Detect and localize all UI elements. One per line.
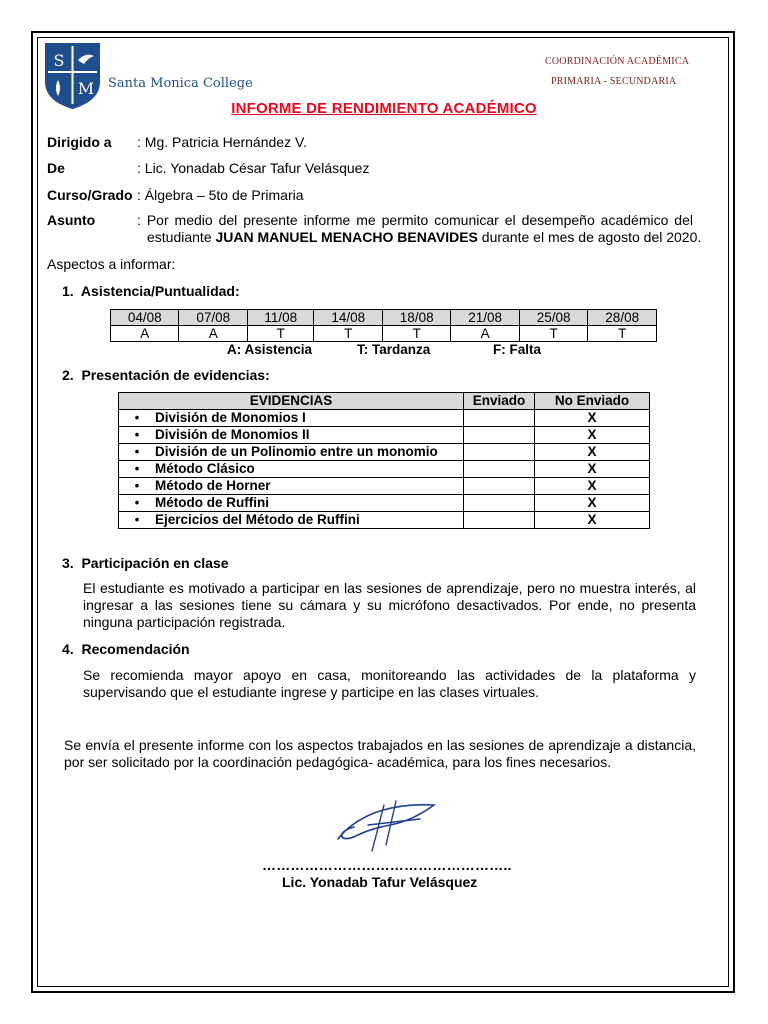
dirigido-value: : Mg. Patricia Hernández V. [137,134,307,150]
no-enviado-header: No Enviado [535,393,650,410]
attendance-date: 25/08 [519,310,587,326]
enviado-header: Enviado [464,393,535,410]
table-row: • Método de Horner X [119,478,650,495]
attendance-dates-row [111,310,657,326]
coord-line2: PRIMARIA - SECUNDARIA [551,76,677,87]
coord-line1: COORDINACIÓN ACADÉMICA [545,56,690,67]
legend-falta: F: Falta [493,342,542,357]
curso-label: Curso/Grado [47,187,133,203]
section2-title: 2. Presentación de evidencias: [62,367,270,383]
curso-value: : Álgebra – 5to de Primaria [137,187,304,203]
attendance-date: 21/08 [451,310,519,326]
table-row: • Ejercicios del Método de Ruffini X [119,512,650,529]
attendance-date: 14/08 [314,310,382,326]
legend-asistencia: A: Asistencia [227,342,313,357]
attendance-mark: T [247,326,314,342]
attendance-mark: T [314,326,382,342]
closing-text: Se envía el presente informe con los aspectos trabajados en las sesiones de aprendizaje a distancia, por ser solicitado por la coordinación pedagógica- académica, para los fines necesarios. [64,737,696,770]
asunto-label: Asunto [47,212,96,228]
legend-tardanza: T: Tardanza [357,342,431,357]
student-name: JUAN MANUEL MENACHO BENAVIDES [215,229,478,245]
de-label: De [47,160,65,176]
section4-title: 4. Recomendación [62,641,190,657]
asunto-line1: : Por medio del presente informe me permito comunicar el desempeño académico del [137,212,693,228]
table-row: • Método Clásico X [119,461,650,478]
dirigido-label: Dirigido a [47,134,112,150]
college-name: Santa Monica College [108,76,253,91]
attendance-mark: T [588,326,657,342]
attendance-date: 07/08 [179,310,247,326]
asunto-line2: estudiante JUAN MANUEL MENACHO BENAVIDES durante el mes de agosto del 2020. [147,229,702,245]
attendance-mark: A [451,326,519,342]
section4-text: Se recomienda mayor apoyo en casa, monitoreando las actividades de la plataforma y supervisando que el estudiante ingrese y participe en las clases virtuales. [83,667,696,700]
section3-title: 3. Participación en clase [62,555,229,571]
attendance-date: 18/08 [382,310,450,326]
attendance-date: 04/08 [111,310,179,326]
table-row: • División de un Polinomio entre un monomio X [119,444,650,461]
handwritten-signature [330,795,450,855]
signer-name: Lic. Yonadab Tafur Velásquez [282,874,478,890]
attendance-marks-row [111,326,657,342]
attendance-mark: A [111,326,179,342]
table-row: • División de Monomios I X [119,410,650,427]
aspects-intro: Aspectos a informar: [47,256,176,272]
evidence-header-row [119,393,650,410]
table-row: • División de Monomios II X [119,427,650,444]
evidence-header: EVIDENCIAS [119,393,464,410]
de-value: : Lic. Yonadab César Tafur Velásquez [137,160,370,176]
table-row: • Método de Ruffini X [119,495,650,512]
section3-text: El estudiante es motivado a participar en las sesiones de aprendizaje, pero no muestra interés, al ingresar a las sesiones tiene su cámara y su micrófono desactivados. Por ende, no presenta ninguna participación registrada. [83,580,696,630]
evidence-table [118,392,650,529]
attendance-table [110,309,657,342]
signature-line: …………………………………………….. [262,857,512,873]
attendance-mark: T [382,326,450,342]
logo-letter-m: M [77,79,95,98]
attendance-mark: A [179,326,247,342]
section1-title: 1. Asistencia/Puntualidad: [62,283,240,299]
attendance-date: 11/08 [247,310,314,326]
attendance-mark: T [519,326,587,342]
attendance-date: 28/08 [588,310,657,326]
document-title: INFORME DE RENDIMIENTO ACADÉMICO [231,100,537,117]
logo-letter-s: S [53,51,65,70]
